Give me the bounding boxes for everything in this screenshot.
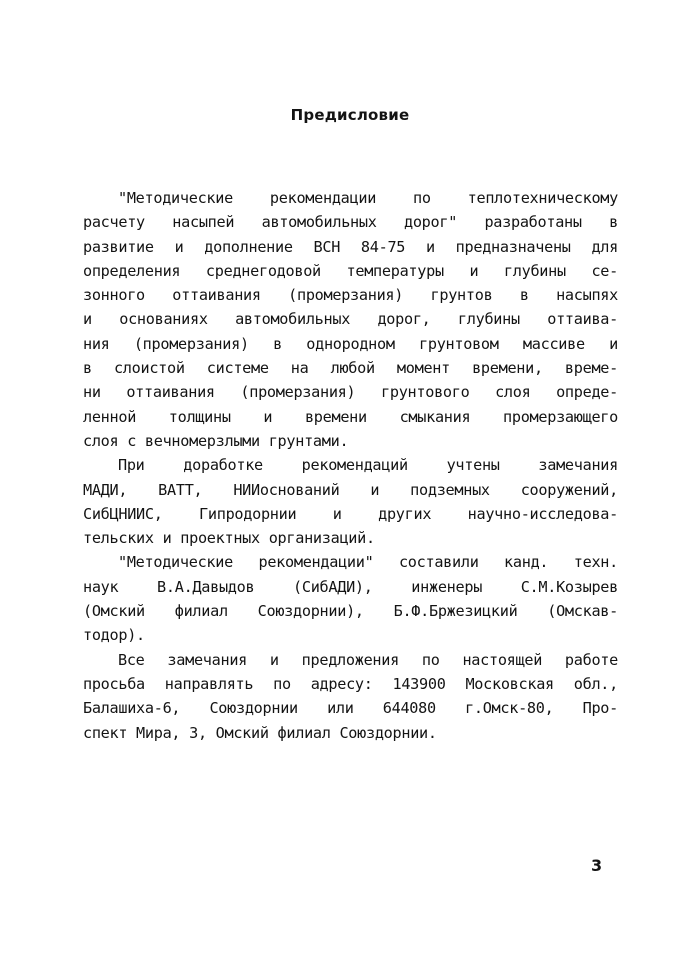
text-line: расчету насыпей автомобильных дорог" разработаны в <box>83 213 618 232</box>
text-line: (Омский филиал Союздорнии), Б.Ф.Бржезицкий (Омскав- <box>83 602 618 621</box>
text-line: зонного оттаивания (промерзания) грунтов в насыпях <box>83 286 618 305</box>
text-line: "Методические рекомендации по теплотехническому <box>118 189 618 207</box>
text-line: тодор). <box>83 626 145 645</box>
text-line: тельских и проектных организаций. <box>83 529 375 548</box>
paragraph-purpose <box>83 186 618 453</box>
text-line: МАДИ, ВАТТ, НИИоснований и подземных сооружений, <box>83 480 618 499</box>
text-line: спект Мира, 3, Омский филиал Союздорнии. <box>83 723 437 742</box>
text-line: "Методические рекомендации" составили канд. техн. <box>118 553 618 572</box>
text-line: и основаниях автомобильных дорог, глубины оттаива- <box>83 310 618 329</box>
text-line: определения среднегодовой температуры и глубины се- <box>83 261 618 280</box>
text-line: СибЦНИИС, Гипродорнии и других научно-исследова- <box>83 504 618 523</box>
text-line: При доработке рекомендаций учтены замечания <box>118 456 618 475</box>
text-line: наук В.А.Давыдов (СибАДИ), инженеры С.М.Козырев <box>83 577 618 596</box>
text-line: развитие и дополнение ВСН 84-75 и предназначены для <box>83 237 618 256</box>
text-line: Балашиха-6, Союздорнии или 644080 г.Омск-80, Про- <box>83 699 618 718</box>
text-line: ни оттаивания (промерзания) грунтового слоя опреде- <box>83 383 618 402</box>
text-line: ленной толщины и времени смыкания промерзающего <box>83 407 618 426</box>
paragraph-authors <box>83 550 618 647</box>
text-line: просьба направлять по адресу: 143900 Московская обл., <box>83 674 618 693</box>
paragraph-revision <box>83 453 618 550</box>
text-line: Все замечания и предложения по настоящей работе <box>118 650 618 669</box>
paragraph-contact <box>83 648 618 745</box>
text-line: в слоистой системе на любой момент времени, време- <box>83 359 618 378</box>
document-body <box>83 186 618 745</box>
text-line: слоя с вечномерзлыми грунтами. <box>83 431 349 450</box>
text-line: ния (промерзания) в однородном грунтовом массиве и <box>83 334 618 353</box>
page-heading: Предисловие <box>290 106 410 124</box>
page-number: 3 <box>591 856 603 875</box>
